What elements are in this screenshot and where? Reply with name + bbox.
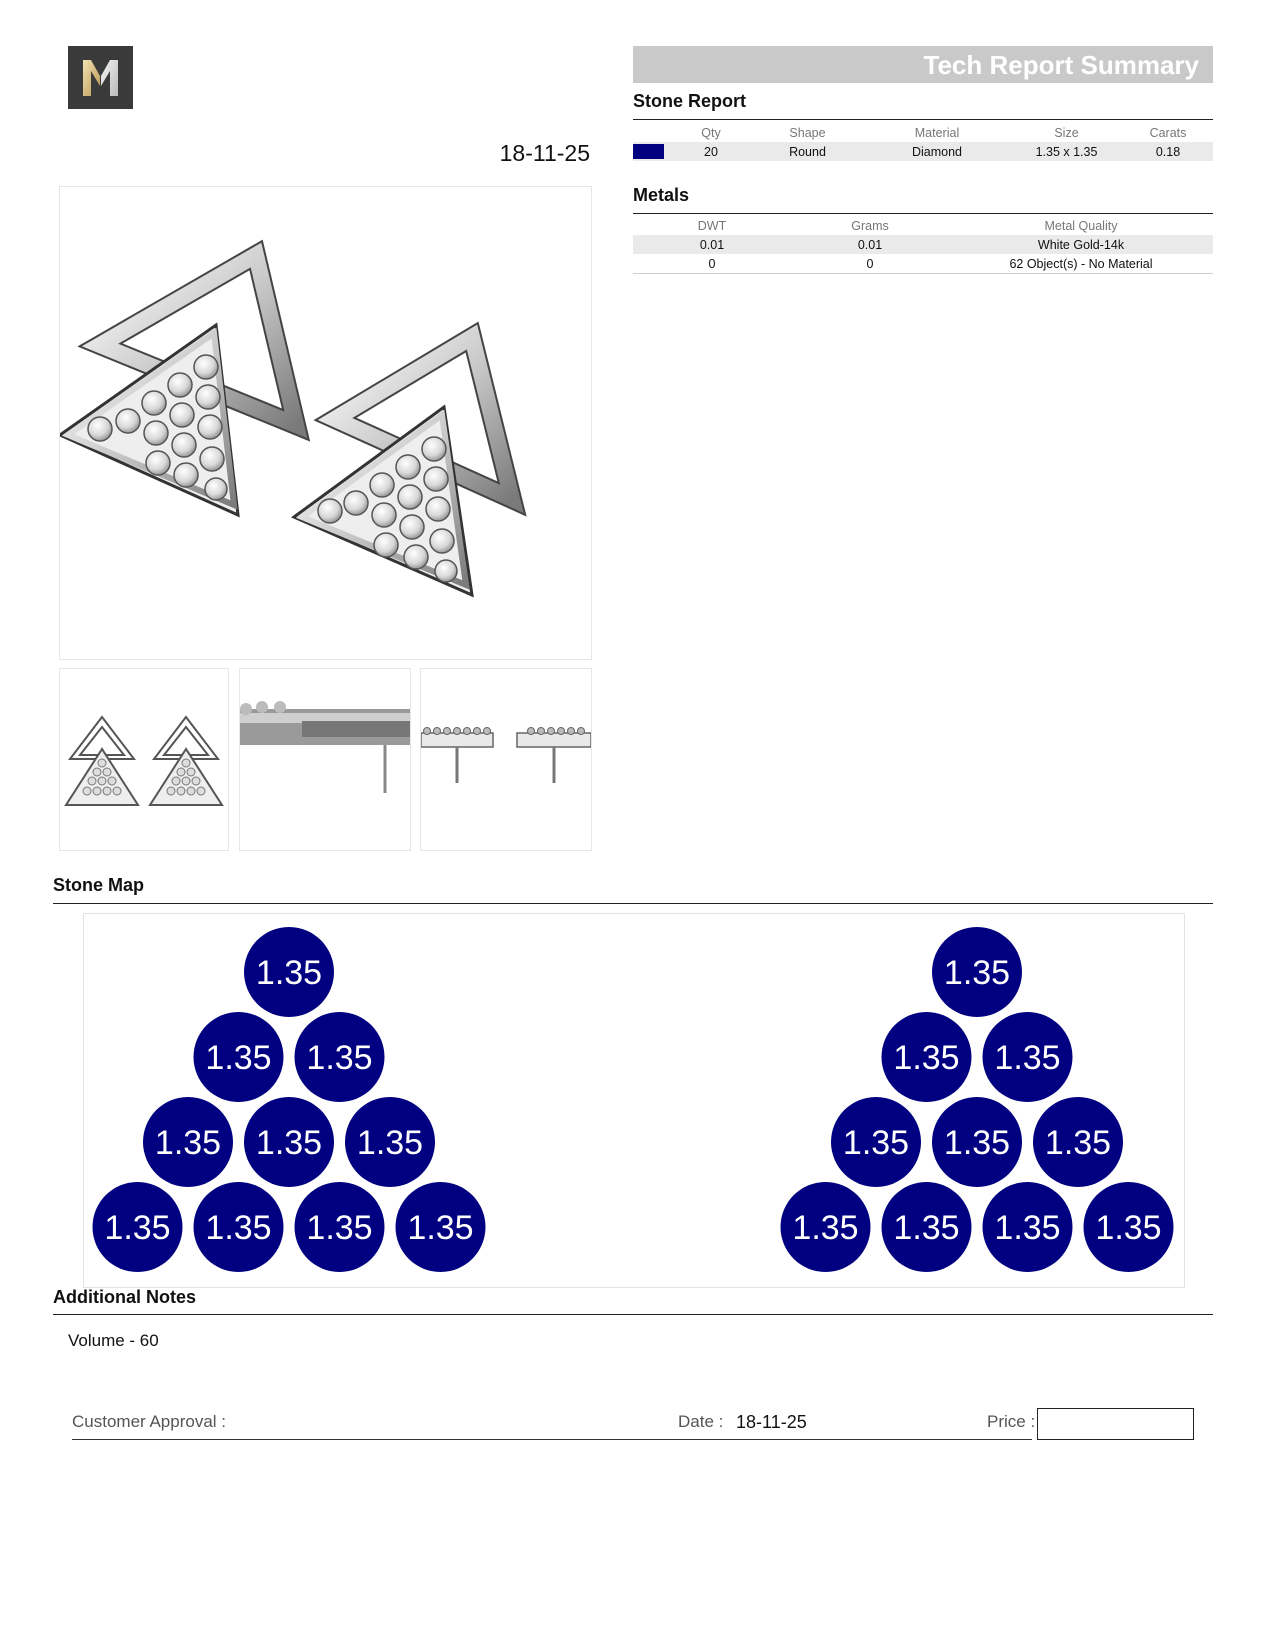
- stone-map-canvas: [84, 914, 1184, 1287]
- stone-size-label: 1.35: [943, 954, 1011, 992]
- left-stone: [143, 1097, 233, 1187]
- left-stone: [345, 1097, 435, 1187]
- stone-size-label: 1.35: [1095, 1209, 1162, 1247]
- size-cell: 1.35 x 1.35: [1010, 142, 1123, 161]
- right-stone: [983, 1012, 1073, 1102]
- stone-size-label: 1.35: [205, 1209, 272, 1247]
- thumbnail-profile-view[interactable]: [420, 668, 592, 851]
- date-label: Date :: [678, 1412, 724, 1431]
- shape-header: Shape: [789, 125, 826, 140]
- table-row: [633, 142, 1213, 161]
- metals-table: [633, 216, 1213, 274]
- stone-report-title: Stone Report: [633, 91, 747, 111]
- metals-header-row: [633, 216, 1213, 235]
- stone-size-label: 1.35: [154, 1124, 222, 1162]
- metal-quality-cell: White Gold-14k: [949, 235, 1213, 254]
- price-input[interactable]: [1037, 1408, 1194, 1440]
- grams-cell: 0.01: [791, 235, 949, 254]
- stone-size-label: 1.35: [407, 1209, 474, 1247]
- left-stone: [295, 1182, 385, 1272]
- metals-rule: [633, 213, 1213, 214]
- stone-size-label: 1.35: [205, 1039, 272, 1077]
- header-bar: [633, 46, 1213, 83]
- shape-cell: Round: [751, 142, 864, 161]
- stone-map: [83, 913, 1185, 1288]
- stone-color-swatch: [633, 144, 664, 159]
- right-stone: [932, 927, 1022, 1017]
- material-cell: Diamond: [864, 142, 1010, 161]
- stone-color-cell: [633, 142, 671, 161]
- thumbnail-front-view[interactable]: [59, 668, 229, 851]
- size-header: Size: [1054, 125, 1079, 140]
- dwt-cell: 0.01: [633, 235, 791, 254]
- left-stone: [295, 1012, 385, 1102]
- metal-quality-cell: 62 Object(s) - No Material: [949, 254, 1213, 274]
- stone-size-label: 1.35: [842, 1124, 910, 1162]
- stone-size-label: 1.35: [1044, 1124, 1112, 1162]
- qty-cell: 20: [671, 142, 751, 161]
- dwt-cell: 0: [633, 254, 791, 274]
- right-stone: [1084, 1182, 1174, 1272]
- main-product-image: [59, 186, 592, 660]
- carats-header: Carats: [1149, 125, 1187, 140]
- right-stone: [882, 1182, 972, 1272]
- stone-size-label: 1.35: [306, 1209, 373, 1247]
- table-row: [633, 254, 1213, 274]
- stone-size-label: 1.35: [943, 1124, 1011, 1162]
- thumbnail-side-view[interactable]: [239, 668, 411, 851]
- profile-view-icon: [421, 669, 591, 850]
- m-logo-icon: [68, 46, 133, 109]
- left-stone: [396, 1182, 486, 1272]
- stone-size-label: 1.35: [306, 1039, 373, 1077]
- right-stone: [932, 1097, 1022, 1187]
- left-stone: [93, 1182, 183, 1272]
- left-stone: [244, 1097, 334, 1187]
- grams-cell: 0: [791, 254, 949, 274]
- stone-size-label: 1.35: [792, 1209, 859, 1247]
- right-stone: [983, 1182, 1073, 1272]
- qty-header: Qty: [701, 125, 721, 140]
- metal-quality-header: Metal Quality: [1044, 218, 1118, 233]
- customer-approval-label: Customer Approval :: [72, 1412, 227, 1431]
- approval-date-value: 18-11-25: [736, 1412, 807, 1432]
- approval-signature-line[interactable]: [72, 1439, 1032, 1440]
- report-date: 18-11-25: [499, 140, 590, 166]
- color-header: [633, 123, 671, 142]
- stone-report-table: [633, 123, 1213, 161]
- company-logo: [68, 46, 133, 109]
- stone-map-rule: [53, 903, 1213, 904]
- notes-rule: [53, 1314, 1213, 1315]
- metals-title: Metals: [633, 185, 690, 205]
- stone-size-label: 1.35: [994, 1039, 1061, 1077]
- front-view-icon: [60, 669, 228, 850]
- grams-header: Grams: [851, 218, 889, 233]
- stone-map-title: Stone Map: [53, 875, 145, 895]
- side-view-icon: [240, 669, 410, 850]
- stone-report-rule: [633, 119, 1213, 120]
- right-stone: [831, 1097, 921, 1187]
- table-row: [633, 235, 1213, 254]
- left-earring: [60, 255, 296, 515]
- note-text: Volume - 60: [68, 1331, 159, 1350]
- carats-cell: 0.18: [1123, 142, 1213, 161]
- stone-size-label: 1.35: [255, 1124, 323, 1162]
- right-stone: [882, 1012, 972, 1102]
- right-stone: [1033, 1097, 1123, 1187]
- notes-title: Additional Notes: [53, 1287, 196, 1307]
- stone-size-label: 1.35: [893, 1209, 960, 1247]
- report-title: Tech Report Summary: [923, 50, 1199, 80]
- stone-size-label: 1.35: [893, 1039, 960, 1077]
- stone-size-label: 1.35: [994, 1209, 1061, 1247]
- left-stone: [244, 927, 334, 1017]
- price-label: Price :: [987, 1412, 1036, 1431]
- stone-size-label: 1.35: [255, 954, 323, 992]
- earring-render-icon: [60, 187, 591, 659]
- dwt-header: DWT: [697, 218, 727, 233]
- left-stone: [194, 1182, 284, 1272]
- left-stone: [194, 1012, 284, 1102]
- right-earring: [294, 337, 512, 595]
- stone-size-label: 1.35: [104, 1209, 171, 1247]
- stone-report-header-row: [633, 123, 1213, 142]
- stone-size-label: 1.35: [356, 1124, 424, 1162]
- right-stone: [781, 1182, 871, 1272]
- material-header: Material: [914, 125, 960, 140]
